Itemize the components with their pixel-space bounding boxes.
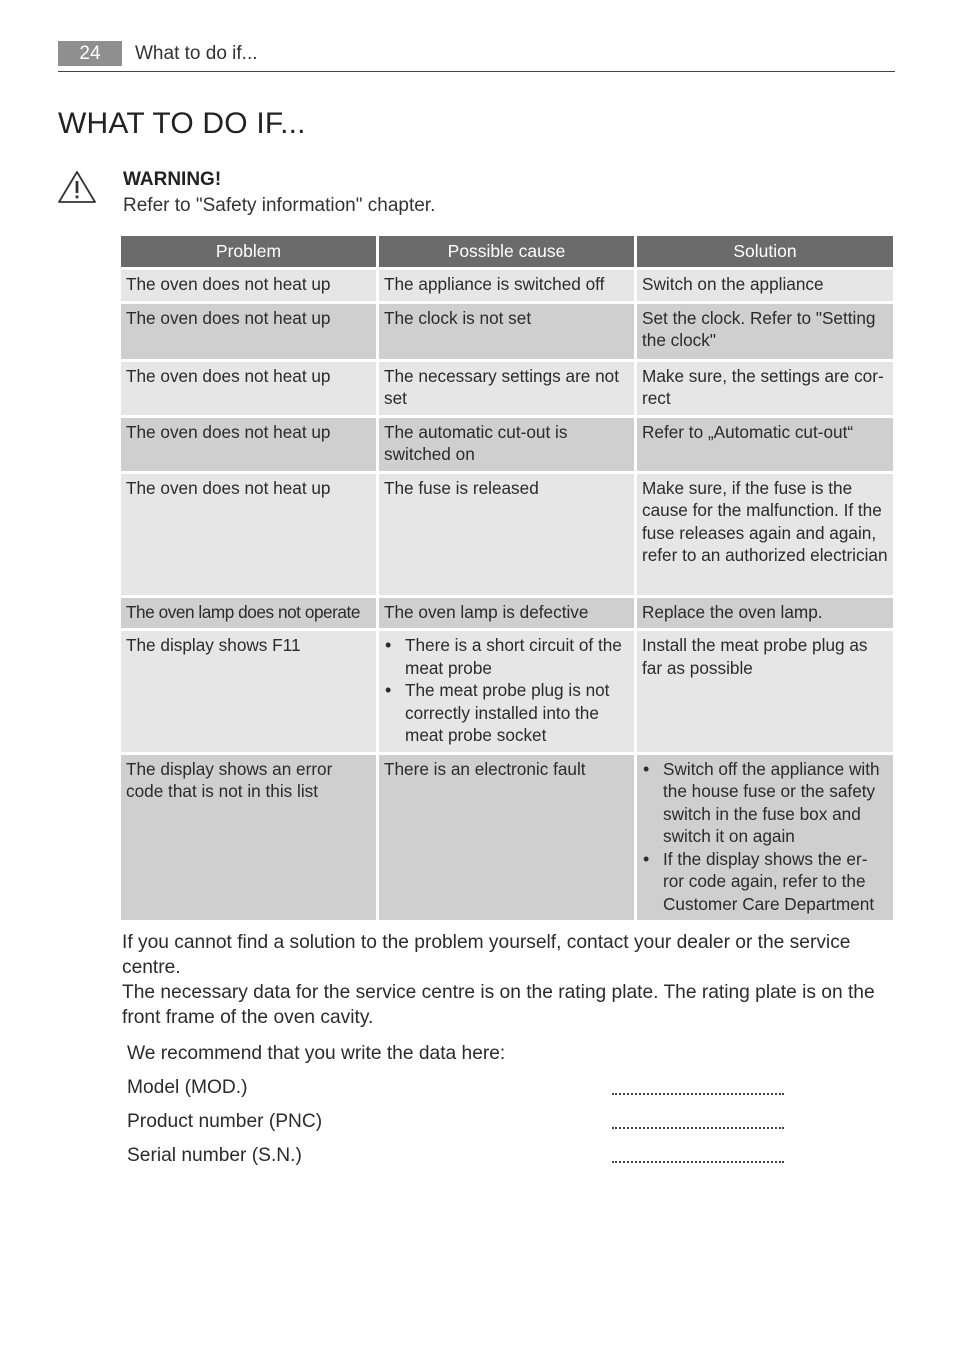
warning-triangle-icon	[57, 170, 97, 204]
page-header	[58, 40, 895, 72]
warning-text: Refer to "Safety information" chapter.	[123, 195, 436, 216]
table-row	[121, 598, 893, 629]
record-field-product-number: Product number (PNC)	[127, 1111, 323, 1132]
column-header-problem: Problem	[121, 236, 376, 267]
column-header-solution: Solution	[637, 236, 893, 267]
page-title: WHAT TO DO IF...	[58, 107, 306, 140]
cell-problem: The display shows an error code that is not in this list	[121, 755, 376, 921]
warning-label: WARNING!	[123, 169, 222, 190]
fill-in-line-product-number	[612, 1127, 784, 1129]
list-item: • If the display shows the er-ror code again, refer to the Customer Care Department	[663, 848, 888, 916]
cell-cause: The appliance is switched off	[379, 270, 634, 301]
table-row	[121, 755, 893, 921]
cell-solution: Refer to „Automatic cut-out“	[637, 418, 893, 471]
cell-cause	[379, 631, 634, 752]
cell-problem: The oven does not heat up	[121, 362, 376, 415]
record-intro: We recommend that you write the data here:	[127, 1043, 506, 1064]
cell-cause: The necessary settings are not set	[379, 362, 634, 415]
page-number: 24	[58, 41, 122, 66]
list-item: • The meat probe plug is not correctly installed into the meat probe socket	[405, 679, 629, 747]
table-row	[121, 362, 893, 415]
cell-problem: The display shows F11	[121, 631, 376, 752]
cell-solution: Make sure, the settings are cor-rect	[637, 362, 893, 415]
cell-cause: The clock is not set	[379, 304, 634, 359]
cell-solution: Switch on the appliance	[637, 270, 893, 301]
solution-list	[642, 758, 888, 916]
fill-in-line-model	[612, 1093, 784, 1095]
table-row	[121, 418, 893, 471]
paragraph-rating-plate: The necessary data for the service centre is on the rating plate. The rating plate is on the front frame of the oven cavity.	[122, 982, 875, 1028]
cell-solution: Install the meat probe plug as far as possible	[637, 631, 893, 752]
fill-in-line-serial-number	[612, 1161, 784, 1163]
cell-solution: Set the clock. Refer to "Setting the clock"	[637, 304, 893, 359]
troubleshooting-table	[118, 233, 896, 923]
paragraph-contact: If you cannot find a solution to the problem yourself, contact your dealer or the service centre.	[122, 932, 851, 978]
table-row	[121, 304, 893, 359]
cell-solution: Make sure, if the fuse is the cause for the malfunction. If the fuse releases again and again, refer to an authorized electrician	[637, 474, 893, 595]
section-title: What to do if...	[135, 43, 258, 64]
table-header-row	[121, 236, 893, 267]
cell-problem: The oven does not heat up	[121, 270, 376, 301]
cell-solution	[637, 755, 893, 921]
column-header-cause: Possible cause	[379, 236, 634, 267]
list-item: • There is a short circuit of the meat probe	[405, 634, 629, 679]
cell-problem: The oven does not heat up	[121, 474, 376, 595]
table-row	[121, 270, 893, 301]
cell-cause: The automatic cut-out is switched on	[379, 418, 634, 471]
cell-cause: The oven lamp is defective	[379, 598, 634, 629]
cell-solution: Replace the oven lamp.	[637, 598, 893, 629]
cell-problem: The oven lamp does not operate	[121, 598, 376, 629]
cell-problem: The oven does not heat up	[121, 304, 376, 359]
list-item: • Switch off the appliance with the house fuse or the safety switch in the fuse box and switch it on again	[663, 758, 888, 848]
table-row	[121, 631, 893, 752]
cell-cause: There is an electronic fault	[379, 755, 634, 921]
record-field-serial-number: Serial number (S.N.)	[127, 1145, 302, 1166]
cell-cause: The fuse is released	[379, 474, 634, 595]
table-row	[121, 474, 893, 595]
cell-problem: The oven does not heat up	[121, 418, 376, 471]
cause-list	[384, 634, 629, 747]
record-field-model: Model (MOD.)	[127, 1077, 248, 1098]
